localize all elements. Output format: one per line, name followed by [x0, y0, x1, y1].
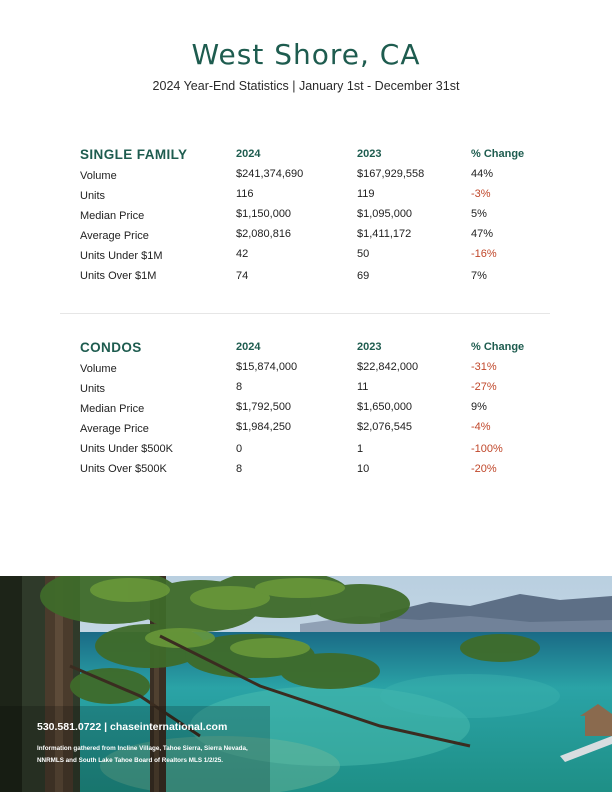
value-change: -31% — [471, 361, 497, 373]
value-change: 44% — [471, 168, 494, 180]
row-label: Median Price — [80, 210, 145, 222]
value-2024: 74 — [236, 270, 249, 282]
value-2023: $1,095,000 — [357, 208, 413, 220]
row-label: Units Over $500K — [80, 463, 167, 475]
value-2023: 10 — [357, 463, 370, 475]
value-change: -3% — [471, 188, 491, 200]
section-title: SINGLE FAMILY — [80, 147, 188, 162]
value-2024: 8 — [236, 381, 243, 393]
value-change: -20% — [471, 463, 497, 475]
value-change: 5% — [471, 208, 487, 220]
column-header-change: % Change — [471, 341, 525, 353]
value-2024: $1,984,250 — [236, 421, 292, 433]
value-2023: 11 — [357, 381, 369, 393]
row-label: Units Under $1M — [80, 250, 163, 262]
page-subtitle: 2024 Year-End Statistics | January 1st - December 31st — [152, 79, 460, 93]
value-change: -4% — [471, 421, 491, 433]
row-label: Units — [80, 383, 106, 395]
row-label: Volume — [80, 170, 117, 182]
section-divider — [60, 313, 550, 314]
row-label: Average Price — [80, 230, 149, 242]
page-title: West Shore, CA — [191, 38, 421, 71]
value-2024: $1,150,000 — [236, 208, 292, 220]
value-2024: 116 — [236, 188, 254, 200]
value-2023: $1,650,000 — [357, 401, 413, 413]
value-2023: $1,411,172 — [357, 228, 412, 240]
value-2023: $22,842,000 — [357, 361, 419, 373]
value-change: -27% — [471, 381, 497, 393]
contact-info: 530.581.0722 | chaseinternational.com — [37, 721, 228, 733]
value-change: 9% — [471, 401, 487, 413]
value-2024: 8 — [236, 463, 243, 475]
value-2024: $1,792,500 — [236, 401, 292, 413]
value-2023: 119 — [357, 188, 375, 200]
column-header-2023: 2023 — [357, 341, 382, 353]
value-2024: $2,080,816 — [236, 228, 292, 240]
value-2023: $167,929,558 — [357, 168, 425, 180]
row-label: Units — [80, 190, 106, 202]
column-header-change: % Change — [471, 148, 525, 160]
section-title: CONDOS — [80, 340, 142, 355]
value-2023: $2,076,545 — [357, 421, 413, 433]
value-2023: 69 — [357, 270, 370, 282]
row-label: Units Over $1M — [80, 270, 157, 282]
value-change: 47% — [471, 228, 494, 240]
value-change: -100% — [471, 443, 503, 455]
column-header-2023: 2023 — [357, 148, 382, 160]
column-header-2024: 2024 — [236, 148, 261, 160]
value-2023: 1 — [357, 443, 364, 455]
value-2024: 42 — [236, 248, 249, 260]
value-change: -16% — [471, 248, 497, 260]
value-2024: $15,874,000 — [236, 361, 298, 373]
source-note: Information gathered from Incline Village, Tahoe Sierra, Sierra Nevada, NNRMLS and South Lake Tahoe Board of Realtors MLS 1/2/25. — [37, 745, 248, 764]
row-label: Average Price — [80, 423, 149, 435]
column-header-2024: 2024 — [236, 341, 261, 353]
value-2023: 50 — [357, 248, 370, 260]
row-label: Volume — [80, 363, 117, 375]
value-change: 7% — [471, 270, 487, 282]
row-label: Units Under $500K — [80, 443, 173, 455]
row-label: Median Price — [80, 403, 145, 415]
value-2024: 0 — [236, 443, 243, 455]
value-2024: $241,374,690 — [236, 168, 304, 180]
